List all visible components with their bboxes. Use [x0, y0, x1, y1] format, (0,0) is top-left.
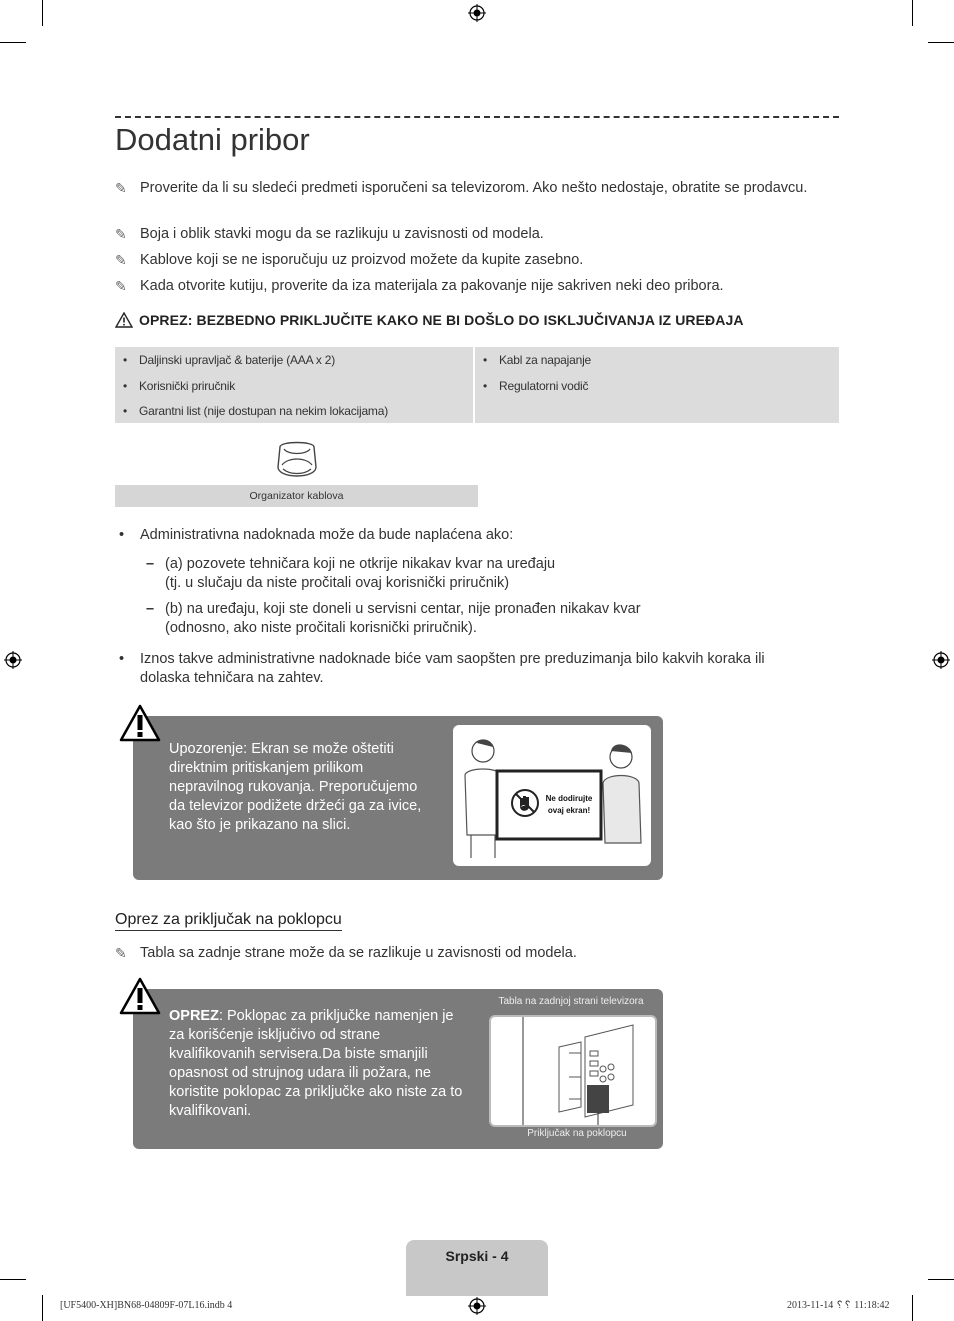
- note-item: ✎ Tabla sa zadnje strane može da se razlikuje u zavisnosti od modela.: [115, 945, 577, 961]
- pencil-note-icon: ✎: [115, 252, 127, 268]
- registration-mark-icon: [932, 651, 950, 669]
- fee-sub-a-line1: (a) pozovete tehničara koji ne otkrije nikakav kvar na uređaju: [165, 556, 556, 572]
- registration-mark-icon: [4, 651, 22, 669]
- crop-mark: [42, 0, 43, 26]
- crop-mark: [0, 42, 26, 43]
- warning-text-terminal-cover: OPREZ: Poklopac za priključke namenjen je za korišćenje isključivo od strane kvalifikovanih servisera.Da biste smanjili opasnost od strujnog udara ili požara, ne koristite poklopac za priključke ako niste za to kvalifikovani.: [169, 1008, 463, 1119]
- note-item: ✎ Proverite da li su sledeći predmeti isporučeni sa televizorom. Ako nešto nedostaje, obratite se prodavcu.: [115, 180, 808, 196]
- terminal-cover-icon: [491, 1017, 655, 1125]
- section-subheading: Oprez za priključak na poklopcu: [115, 911, 342, 931]
- fee-item-1: Administrativna nadoknada može da bude naplaćena ako:: [140, 527, 514, 543]
- list-item: •: [119, 527, 125, 543]
- accessories-table: [115, 347, 839, 423]
- title-dashed-rule: [115, 116, 839, 118]
- registration-mark-icon: [468, 1297, 486, 1315]
- list-item: • Garantni list (nije dostupan na nekim lokacijama): [123, 404, 388, 418]
- crop-mark: [928, 42, 954, 43]
- crop-mark: [928, 1279, 954, 1280]
- note-item: ✎ Boja i oblik stavki mogu da se razlikuju u zavisnosti od modela.: [115, 226, 544, 242]
- list-item: • Korisnički priručnik: [123, 379, 236, 393]
- list-item: • Kabl za napajanje: [483, 353, 592, 367]
- warning-text-screen: Upozorenje: Ekran se može oštetiti direktnim pritiskanjem prilikom nepravilnog rukovanja. Preporučujemo da televizor podižete držeći ga za ivice, kao što je prikazano na slici.: [169, 741, 422, 833]
- list-item: • Daljinski upravljač & baterije (AAA x 2): [123, 353, 336, 367]
- page-number-tab: Srpski - 4: [406, 1240, 548, 1296]
- pencil-note-icon: ✎: [115, 278, 127, 294]
- registration-mark-icon: [468, 4, 486, 22]
- dash-marker: –: [146, 556, 155, 572]
- pencil-note-icon: ✎: [115, 180, 127, 196]
- people-holding-tv-icon: [453, 725, 651, 866]
- page-title: Dodatni pribor: [115, 122, 310, 157]
- caution-heading: OPREZ: BEZBEDNO PRIKLJUČITE KAKO NE BI DOŠLO DO ISKLJUČIVANJA IZ UREĐAJA: [115, 312, 744, 328]
- footer-timestamp: 2013-11-14 ␦␦ 11:18:42: [787, 1300, 890, 1311]
- crop-mark: [912, 1295, 913, 1321]
- note-item: ✎ Kada otvorite kutiju, proverite da iza materijala za pakovanje nije sakriven neki deo pribora.: [115, 278, 724, 294]
- panel-top-label: Tabla na zadnjoj strani televizora: [498, 996, 644, 1007]
- list-item: • Regulatorni vodič: [483, 379, 589, 393]
- crop-mark: [0, 1279, 26, 1280]
- rear-panel-illustration: [489, 1015, 657, 1127]
- svg-text:Ne dodirujte: Ne dodirujte: [545, 794, 593, 803]
- svg-text:ovaj ekran!: ovaj ekran!: [547, 806, 591, 815]
- fee-sub-b-line2: (odnosno, ako niste pročitali korisnički priručnik).: [165, 620, 477, 636]
- pencil-note-icon: ✎: [115, 226, 127, 242]
- crop-mark: [912, 0, 913, 26]
- fee-item-2: Iznos takve administrativne nadoknade biće vam saopšten pre preduzimanja bilo kakvih koraka ili dolaska tehničara na zahtev.: [140, 651, 765, 686]
- footer-file-info: [UF5400-XH]BN68-04809F-07L16.indb 4: [60, 1300, 233, 1311]
- pencil-note-icon: ✎: [115, 945, 127, 961]
- panel-bottom-label: Priključak na poklopcu: [527, 1128, 627, 1139]
- warning-triangle-icon: [119, 704, 161, 742]
- warning-triangle-icon: [119, 977, 161, 1015]
- cable-organizer-icon: [274, 439, 320, 481]
- dash-marker: –: [146, 601, 155, 617]
- warning-triangle-icon: [115, 312, 133, 328]
- crop-mark: [42, 1295, 43, 1321]
- list-item: •: [119, 651, 125, 667]
- note-item: ✎ Kablove koji se ne isporučuju uz proizvod možete da kupite zasebno.: [115, 252, 584, 268]
- fee-sub-a-line2: (tj. u slučaju da niste pročitali ovaj korisnički priručnik): [165, 575, 510, 591]
- fee-sub-b-line1: (b) na uređaju, koji ste doneli u servisni centar, nije pronađen nikakav kvar: [165, 601, 641, 617]
- tv-handling-illustration: [453, 725, 651, 866]
- cable-organizer-label: Organizator kablova: [115, 485, 478, 507]
